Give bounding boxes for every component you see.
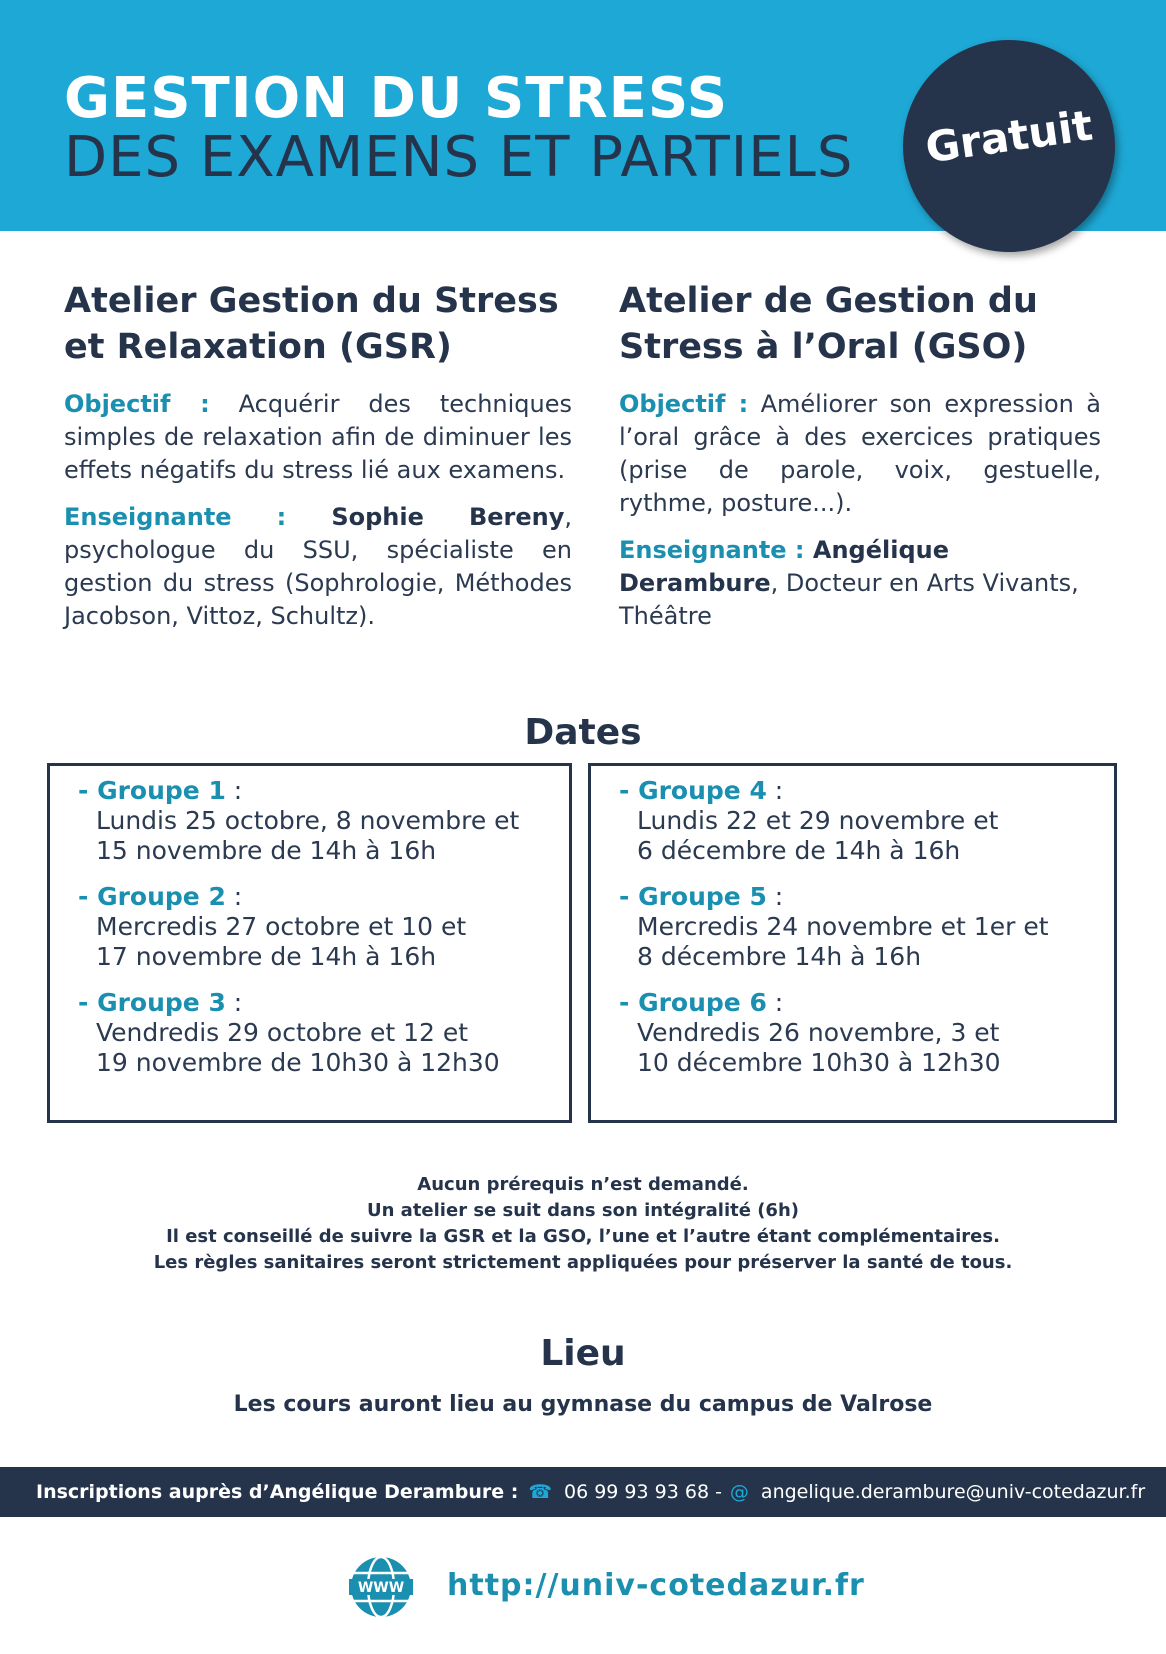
group-item [619,776,1094,866]
objectif-label: Objectif : [619,390,749,418]
group-colon: : [225,776,243,805]
atelier-gsr [64,278,572,647]
group-name: - Groupe 6 [619,988,767,1017]
group-item [619,882,1094,972]
lieu-heading: Lieu [540,1333,626,1374]
group-colon: : [766,988,784,1017]
group-name: - Groupe 5 [619,882,767,911]
globe-www-icon [349,1555,413,1619]
atelier-title: Atelier de Gestion du Stress à l’Oral (GSO) [619,281,1038,367]
enseignante-text: , Docteur en Arts Vivants, Théâtre [619,569,1079,630]
enseignante-name: Angélique Derambure [619,536,949,597]
group-schedule: Lundis 22 et 29 novembre et 6 décembre de 14h à 16h [637,806,999,865]
website-link[interactable]: http://univ-cotedazur.fr [447,1568,865,1603]
dates-box-left [47,763,572,1123]
dates-heading: Dates [524,712,642,753]
group-schedule: Mercredis 24 novembre et 1er et 8 décembre 14h à 16h [637,912,1049,971]
group-schedule: Vendredis 29 octobre et 12 et 19 novembre de 10h30 à 12h30 [96,1018,500,1077]
note-line: Aucun prérequis n’est demandé. [417,1174,749,1195]
lieu-text: Les cours auront lieu au gymnase du campus de Valrose [233,1392,933,1417]
enseignante-name: Sophie Bereny [286,503,565,531]
title-line-2: DES EXAMENS ET PARTIELS [64,125,854,190]
objectif-paragraph [619,388,1101,520]
notes-block [0,1172,1166,1276]
note-line: Il est conseillé de suivre la GSR et la GSO, l’une et l’autre étant complémentaires. [166,1226,1000,1247]
objectif-label: Objectif : [64,390,210,418]
group-item [78,776,549,866]
group-name: - Groupe 1 [78,776,226,805]
objectif-paragraph [64,388,572,487]
group-colon: : [225,988,243,1017]
atelier-title: Atelier Gestion du Stress et Relaxation (GSR) [64,281,559,367]
group-item [78,988,549,1078]
phone-number[interactable]: 06 99 93 93 68 - [563,1481,722,1503]
enseignante-paragraph [619,534,1101,633]
phone-icon: ☎ [528,1481,552,1503]
enseignante-text: , psychologue du SSU, spécialiste en gestion du stress (Sophrologie, Méthodes Jacobson, Vittoz, Schultz). [64,503,572,630]
objectif-text: Améliorer son expression à l’oral grâce à des exercices pratiques (prise de parole, voix, gestuelle, rythme, posture...). [619,390,1101,517]
group-name: - Groupe 2 [78,882,226,911]
group-name: - Groupe 3 [78,988,226,1017]
group-schedule: Vendredis 26 novembre, 3 et 10 décembre 10h30 à 12h30 [637,1018,1001,1077]
title-line-1: GESTION DU STRESS [64,66,729,131]
group-item [619,988,1094,1078]
www-label: WWW [357,1580,405,1596]
registration-label: Inscriptions auprès d’Angélique Derambure : [36,1481,519,1503]
group-name: - Groupe 4 [619,776,767,805]
group-colon: : [225,882,243,911]
group-colon: : [766,882,784,911]
note-line: Les règles sanitaires seront strictement appliquées pour préserver la santé de tous. [153,1252,1013,1273]
atelier-gso [619,278,1101,647]
group-schedule: Mercredis 27 octobre et 10 et 17 novembre de 14h à 16h [96,912,467,971]
free-badge-label: Gratuit [922,100,1096,173]
registration-bar [0,1467,1166,1517]
note-line: Un atelier se suit dans son intégralité (6h) [366,1200,799,1221]
group-colon: : [766,776,784,805]
objectif-text: Acquérir des techniques simples de relaxation afin de diminuer les effets négatifs du stress lié aux examens. [64,390,573,484]
enseignante-label: Enseignante : [619,536,805,564]
dates-box-right [588,763,1117,1123]
enseignante-paragraph [64,501,572,633]
at-icon: @ [729,1481,749,1503]
group-item [78,882,549,972]
enseignante-label: Enseignante : [64,503,287,531]
free-badge [903,40,1115,252]
email-link[interactable]: angelique.derambure@univ-cotedazur.fr [760,1481,1146,1503]
group-schedule: Lundis 25 octobre, 8 novembre et 15 novembre de 14h à 16h [96,806,520,865]
